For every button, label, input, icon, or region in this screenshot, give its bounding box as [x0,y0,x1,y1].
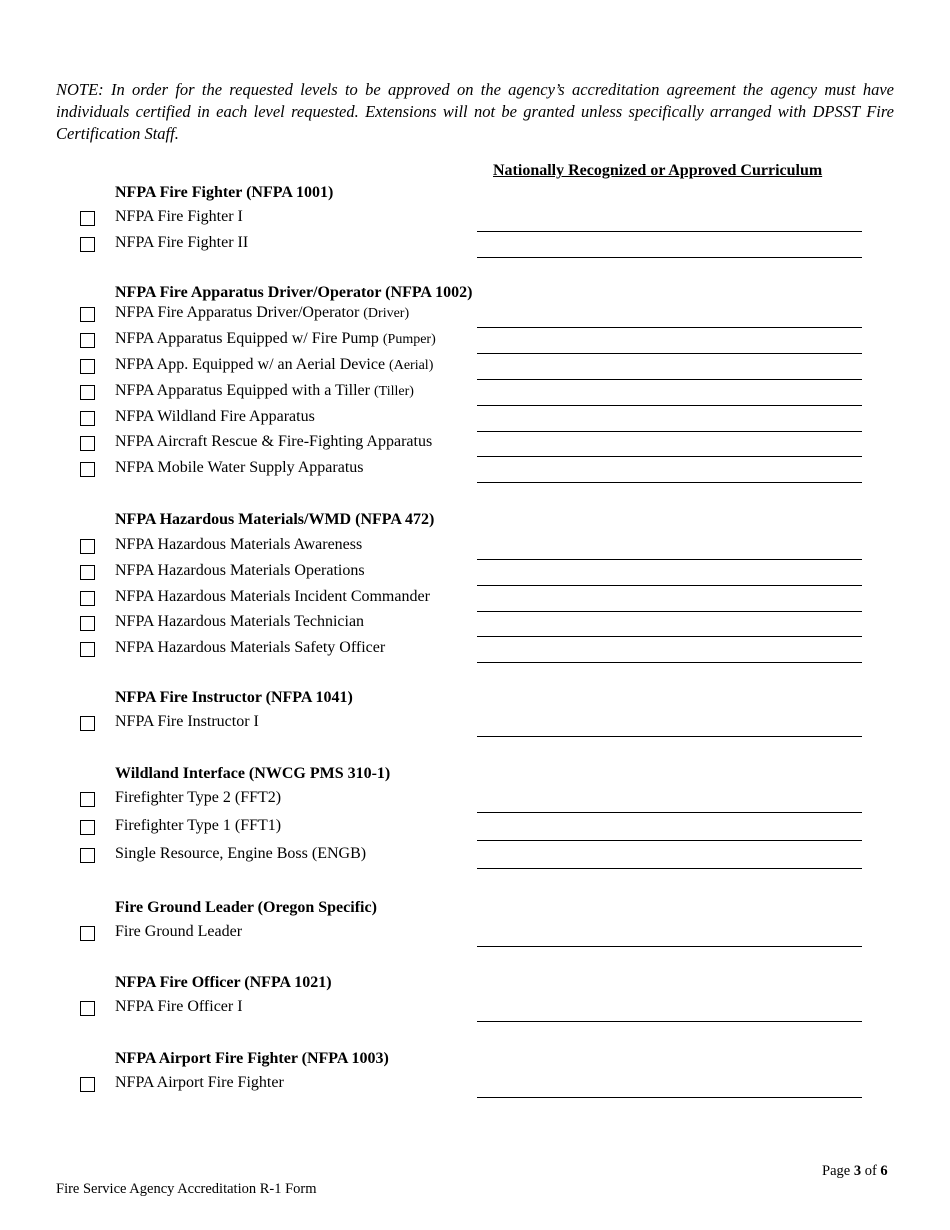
item-checkbox[interactable] [80,642,95,657]
curriculum-entry-line[interactable] [477,662,862,663]
item-label-text: NFPA Hazardous Materials Incident Commander [115,588,430,605]
item-label-text: NFPA Apparatus Equipped w/ Fire Pump [115,330,379,347]
item-label [115,356,433,374]
curriculum-entry-line[interactable] [477,353,862,354]
item-label [115,536,362,554]
curriculum-entry-line[interactable] [477,812,862,813]
item-checkbox[interactable] [80,1001,95,1016]
item-label-text: NFPA Mobile Water Supply Apparatus [115,459,364,476]
item-label [115,562,365,580]
item-label [115,588,430,606]
item-checkbox[interactable] [80,565,95,580]
item-label [115,817,281,835]
page-current: 3 [853,1163,862,1179]
item-label [115,304,409,322]
item-label [115,433,432,451]
item-label [115,845,366,863]
item-label-text: NFPA Fire Apparatus Driver/Operator [115,304,360,321]
curriculum-entry-line[interactable] [477,946,862,947]
item-label-text: NFPA App. Equipped w/ an Aerial Device [115,356,386,373]
item-label-text: Firefighter Type 1 (FFT1) [115,817,282,834]
item-checkbox[interactable] [80,211,95,226]
item-checkbox[interactable] [80,716,95,731]
item-label [115,1074,284,1092]
curriculum-entry-line[interactable] [477,611,862,612]
item-label [115,382,414,400]
curriculum-entry-line[interactable] [477,1021,862,1022]
section-title: NFPA Fire Fighter (NFPA 1001) [115,184,334,201]
curriculum-entry-line[interactable] [477,431,862,432]
item-checkbox[interactable] [80,359,95,374]
item-label-suffix: (Tiller) [373,384,414,399]
item-label-text: Fire Ground Leader [115,923,243,940]
item-label-text: NFPA Aircraft Rescue & Fire-Fighting Apparatus [115,433,433,450]
form-name-footer: Fire Service Agency Accreditation R-1 Form [56,1181,317,1197]
item-label [115,234,248,252]
curriculum-entry-line[interactable] [477,559,862,560]
item-label-text: NFPA Airport Fire Fighter [115,1074,284,1091]
page-total: 6 [880,1163,888,1179]
item-checkbox[interactable] [80,333,95,348]
curriculum-entry-line[interactable] [477,868,862,869]
item-label [115,639,385,657]
item-checkbox[interactable] [80,462,95,477]
curriculum-entry-line[interactable] [477,585,862,586]
item-label-text: NFPA Fire Fighter II [115,234,249,251]
item-label [115,713,259,731]
section-title: NFPA Fire Apparatus Driver/Operator (NFPA 1002) [115,284,473,301]
item-label [115,998,243,1016]
item-checkbox[interactable] [80,411,95,426]
curriculum-entry-line[interactable] [477,1097,862,1098]
item-label-suffix: (Aerial) [389,358,434,373]
item-checkbox[interactable] [80,237,95,252]
section-title: Fire Ground Leader (Oregon Specific) [115,899,377,916]
item-label [115,208,243,226]
item-label [115,330,436,348]
item-label-text: NFPA Apparatus Equipped with a Tiller [115,382,370,399]
item-checkbox[interactable] [80,792,95,807]
item-checkbox[interactable] [80,1077,95,1092]
item-checkbox[interactable] [80,307,95,322]
page-of: of [864,1163,877,1179]
item-checkbox[interactable] [80,616,95,631]
item-label-text: NFPA Wildland Fire Apparatus [115,408,315,425]
item-checkbox[interactable] [80,848,95,863]
page-word: Page [822,1163,851,1179]
curriculum-entry-line[interactable] [477,231,862,232]
curriculum-entry-line[interactable] [477,840,862,841]
item-label-text: NFPA Hazardous Materials Technician [115,613,365,630]
item-checkbox[interactable] [80,926,95,941]
item-label-text: NFPA Hazardous Materials Operations [115,562,365,579]
curriculum-entry-line[interactable] [477,257,862,258]
curriculum-entry-line[interactable] [477,636,862,637]
item-checkbox[interactable] [80,385,95,400]
item-label-suffix: (Pumper) [382,332,436,347]
curriculum-entry-line[interactable] [477,405,862,406]
section-title: NFPA Airport Fire Fighter (NFPA 1003) [115,1050,389,1067]
note-text: NOTE: In order for the requested levels to be approved on the agency’s accreditation agreement the agency must have individuals certified in each level requested. Extensions will not be granted unless specifically arranged with DPSST Fire Certification Staff. [56,80,894,143]
item-label [115,923,242,941]
section-title: NFPA Fire Officer (NFPA 1021) [115,974,332,991]
item-label-text: NFPA Hazardous Materials Safety Officer [115,639,386,656]
item-label-text: Single Resource, Engine Boss (ENGB) [115,845,367,862]
curriculum-entry-line[interactable] [477,379,862,380]
page-number [822,1163,888,1180]
section-title: NFPA Hazardous Materials/WMD (NFPA 472) [115,511,435,528]
curriculum-entry-line[interactable] [477,327,862,328]
item-label [115,789,281,807]
item-checkbox[interactable] [80,591,95,606]
item-label [115,408,315,426]
item-label-text: NFPA Hazardous Materials Awareness [115,536,363,553]
curriculum-column-header: Nationally Recognized or Approved Curriculum [493,162,823,179]
item-label-text: NFPA Fire Fighter I [115,208,243,225]
item-label-text: Firefighter Type 2 (FFT2) [115,789,282,806]
curriculum-entry-line[interactable] [477,736,862,737]
section-title: Wildland Interface (NWCG PMS 310-1) [115,765,391,782]
item-label [115,459,364,477]
curriculum-entry-line[interactable] [477,456,862,457]
item-label-text: NFPA Fire Officer I [115,998,243,1015]
item-label [115,613,364,631]
item-checkbox[interactable] [80,539,95,554]
item-checkbox[interactable] [80,820,95,835]
item-label-text: NFPA Fire Instructor I [115,713,259,730]
curriculum-entry-line[interactable] [477,482,862,483]
item-label-suffix: (Driver) [363,306,410,321]
section-title: NFPA Fire Instructor (NFPA 1041) [115,689,353,706]
item-checkbox[interactable] [80,436,95,451]
